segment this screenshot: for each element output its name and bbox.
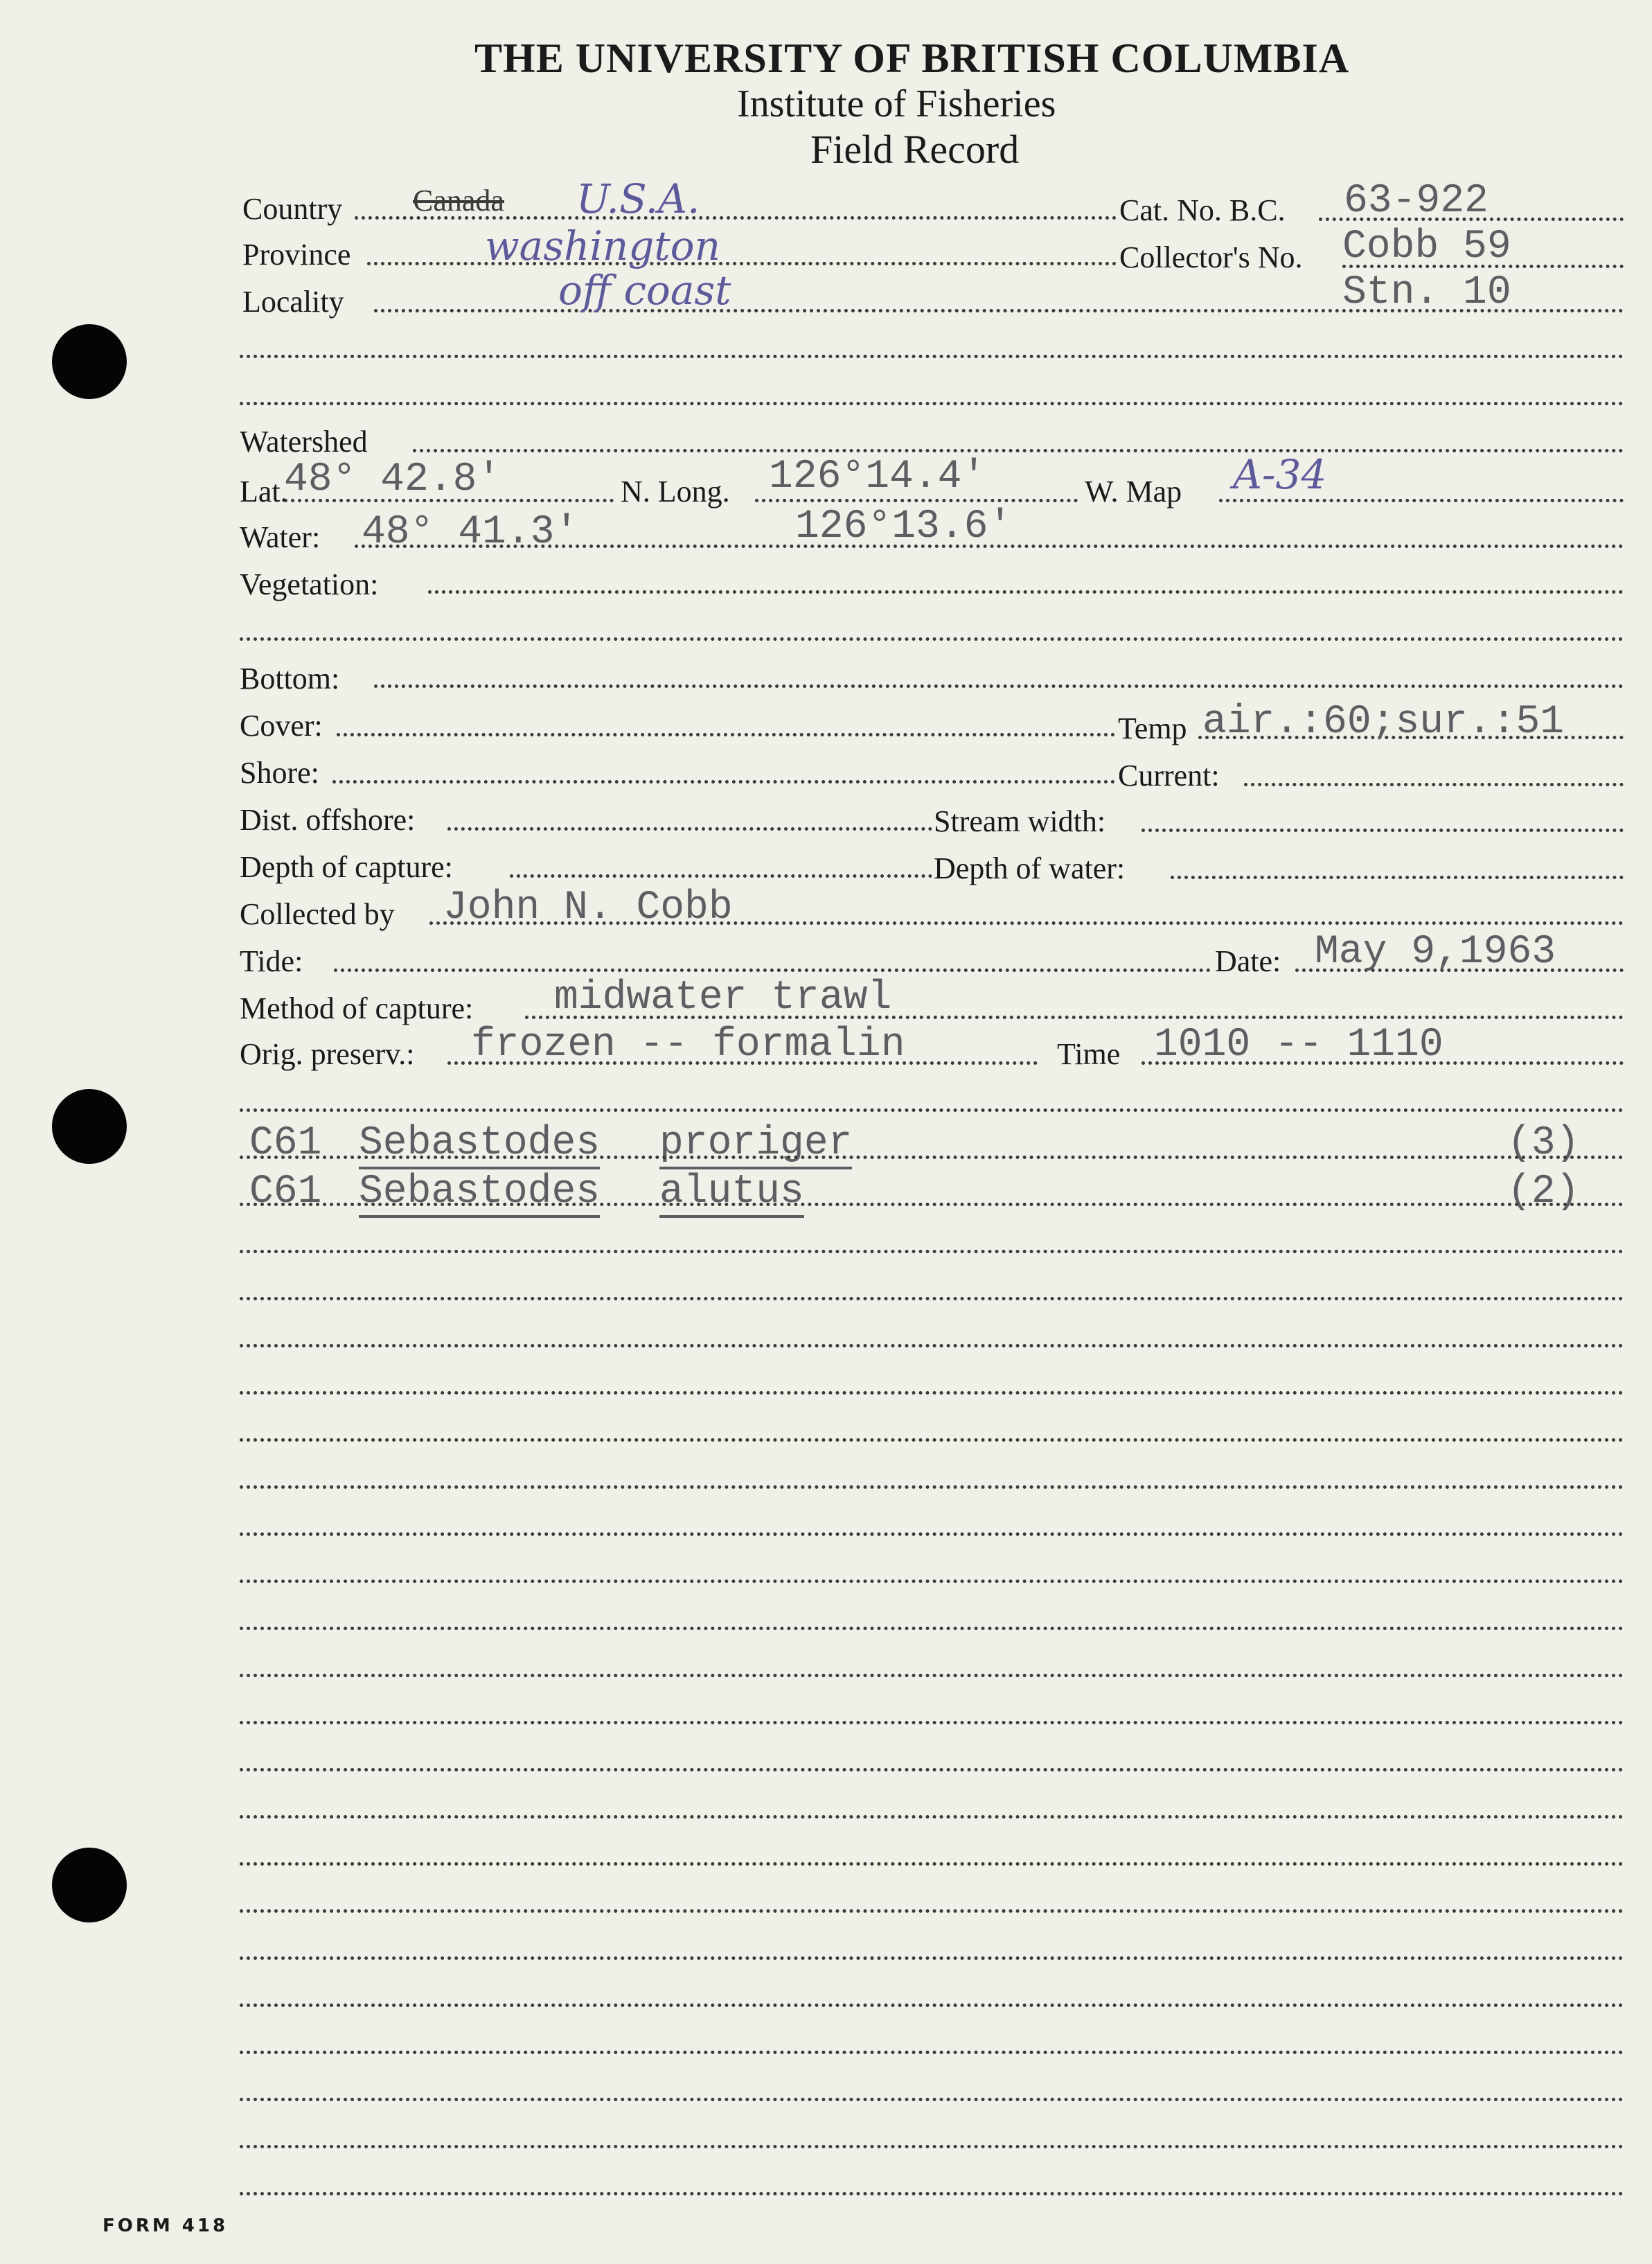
shore-line — [332, 780, 1115, 784]
current-label: Current: — [1118, 759, 1220, 793]
dist-offshore-line — [447, 827, 932, 831]
specimen-line — [240, 1156, 1624, 1159]
stream-width-line — [1142, 829, 1624, 832]
depth-capture-label: Depth of capture: — [240, 850, 453, 884]
vegetation-line — [428, 590, 1624, 594]
ruled-line — [240, 1250, 1624, 1253]
depth-water-line — [1171, 876, 1624, 879]
specimen-line — [240, 1203, 1624, 1206]
long-value: 126°14.4' — [769, 454, 986, 499]
locality-label: Locality — [242, 285, 344, 319]
depth-capture-line — [510, 874, 932, 878]
specimen-code: C61 — [249, 1121, 322, 1166]
institute-title: Institute of Fisheries — [737, 82, 1056, 125]
map-label: W. Map — [1085, 475, 1182, 508]
orig-preserv-value: frozen -- formalin — [471, 1023, 905, 1068]
shore-label: Shore: — [240, 756, 319, 790]
ruled-line — [240, 1815, 1624, 1819]
dist-offshore-label: Dist. offshore: — [240, 803, 416, 837]
country-value: U.S.A. — [576, 175, 700, 222]
ruled-line — [240, 1674, 1624, 1677]
collected-by-value: John N. Cobb — [443, 885, 733, 930]
water-lat-value: 48° 41.3' — [362, 510, 579, 555]
form-title: Field Record — [810, 127, 1020, 172]
date-label: Date: — [1215, 944, 1281, 978]
method-value: midwater trawl — [554, 975, 892, 1020]
water-long-value: 126°13.6' — [795, 504, 1013, 549]
punch-hole-top — [52, 324, 127, 399]
province-line — [367, 262, 1117, 265]
orig-preserv-label: Orig. preserv.: — [240, 1037, 415, 1071]
punch-hole-middle — [52, 1089, 127, 1164]
bottom-label: Bottom: — [240, 662, 340, 696]
depth-water-label: Depth of water: — [934, 851, 1126, 885]
ruled-line — [240, 1909, 1624, 1913]
station-value: Stn. 10 — [1342, 270, 1511, 315]
ruled-line — [240, 1532, 1624, 1536]
ruled-line — [240, 1344, 1624, 1347]
collected-by-label: Collected by — [240, 897, 395, 931]
specimen-genus: Sebastodes — [359, 1172, 600, 1218]
method-label: Method of capture: — [240, 991, 474, 1025]
country-label: Country — [242, 192, 343, 226]
watershed-label: Watershed — [240, 425, 368, 459]
watershed-line — [413, 449, 1624, 452]
ruled-line — [240, 1956, 1624, 1960]
locality-value: off coast — [558, 267, 731, 314]
specimen-species: proriger — [659, 1124, 852, 1169]
blank-line — [240, 355, 1624, 358]
map-value: A-34 — [1233, 451, 1327, 498]
lat-label: Lat. — [240, 475, 288, 508]
lat-value: 48° 42.8' — [284, 457, 501, 502]
collectors-no-value: Cobb 59 — [1342, 224, 1511, 269]
specimen-code: C61 — [249, 1169, 322, 1214]
water-label: Water: — [240, 520, 321, 554]
time-label: Time — [1057, 1037, 1121, 1071]
cover-label: Cover: — [240, 709, 323, 743]
form-number: FORM 418 — [103, 2216, 229, 2236]
ruled-line — [240, 2051, 1624, 2054]
current-line — [1244, 783, 1624, 786]
vegetation-label: Vegetation: — [240, 567, 379, 601]
province-value: washington — [485, 222, 720, 269]
ruled-line — [240, 1391, 1624, 1395]
long-label: N. Long. — [621, 475, 730, 508]
temp-value: air.:60;sur.:51 — [1202, 700, 1565, 745]
cat-no-label: Cat. No. B.C. — [1119, 193, 1286, 227]
institution-title: THE UNIVERSITY OF BRITISH COLUMBIA — [474, 35, 1350, 81]
ruled-line — [240, 1862, 1624, 1866]
specimen-count: (2) — [1507, 1169, 1580, 1214]
ruled-line — [240, 1768, 1624, 1771]
specimen-count: (3) — [1507, 1121, 1580, 1166]
ruled-line — [240, 1297, 1624, 1300]
stream-width-label: Stream width: — [934, 804, 1106, 838]
bottom-line — [374, 684, 1624, 688]
ruled-line — [240, 2098, 1624, 2101]
ruled-line — [240, 1721, 1624, 1724]
collectors-no-label: Collector's No. — [1119, 240, 1303, 274]
ruled-line — [240, 1485, 1624, 1489]
ruled-line — [240, 2192, 1624, 2195]
ruled-line — [240, 2145, 1624, 2148]
cover-line — [337, 733, 1115, 736]
tide-line — [334, 969, 1211, 972]
tide-label: Tide: — [240, 944, 303, 978]
ruled-line — [240, 1627, 1624, 1630]
ruled-line — [240, 2004, 1624, 2007]
cat-no-value: 63-922 — [1344, 179, 1489, 224]
province-label: Province — [242, 238, 351, 272]
map-line — [1219, 499, 1624, 502]
blank-line — [240, 1108, 1624, 1112]
ruled-line — [240, 1580, 1624, 1583]
date-value: May 9,1963 — [1315, 930, 1556, 975]
blank-line — [240, 402, 1624, 405]
specimen-species: alutus — [659, 1172, 804, 1218]
country-struck-value: Canada — [413, 184, 504, 218]
punch-hole-bottom — [52, 1848, 127, 1922]
temp-label: Temp — [1118, 711, 1187, 745]
specimen-genus: Sebastodes — [359, 1124, 600, 1169]
blank-line — [240, 637, 1624, 641]
ruled-line — [240, 1438, 1624, 1442]
time-value: 1010 -- 1110 — [1154, 1023, 1444, 1068]
